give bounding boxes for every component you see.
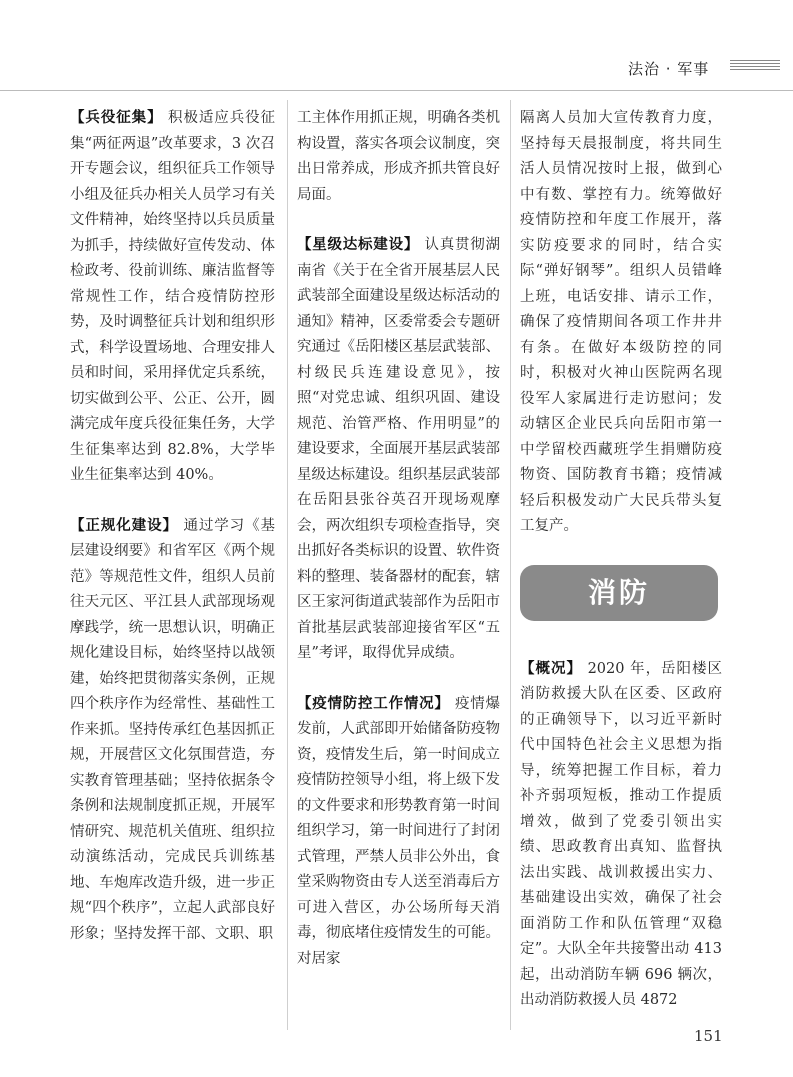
page-number: 151: [694, 1027, 723, 1045]
paragraph-star-rating: [297, 233, 500, 667]
paragraph-label: 【兵役征集】: [70, 110, 163, 126]
column-divider: [510, 100, 511, 1030]
header-divider: [0, 90, 793, 91]
paragraph-label: 【正规化建设】: [70, 517, 178, 534]
text-column-1: [70, 106, 275, 972]
paragraph-label: 【星级达标建设】: [297, 237, 420, 253]
paragraph-continuation: [297, 106, 500, 208]
paragraph-label: 【疫情防控工作情况】: [297, 695, 450, 712]
paragraph-regularization: [70, 514, 275, 948]
paragraph-overview: [520, 657, 722, 1014]
paragraph-conscription: [70, 106, 275, 489]
paragraph-body: 2020 年，岳阳楼区消防救援大队在区委、区政府的正确领导下，以习近平新时代中国特色社会主义思想为指导，统筹把握工作目标，着力补齐弱项短板，推动工作提质增效，做到了党委引领出实绩、思政教育出真知、监督执法出实践、战训救援出实力、基础建设出实效，确保了社会面消防工作和队伍管理“双稳定”。大队全年共接警出动 413 起，出动消防车辆 696 辆次，出动消防救援人员 4872: [520, 660, 723, 1008]
paragraph-body: 积极适应兵役征集“两征两退”改革要求，3 次召开专题会议，组织征兵工作领导小组及征兵办相关人员学习有关文件精神，始终坚持以兵员质量为抓手，持续做好宣传发动、体检政考、役前训练、廉洁监督等常规性工作，结合疫情防控形势，及时调整征兵计划和组织形式，科学设置场地、合理安排人员和时间，采用择优定兵系统，切实做到公平、公正、公开，圆满完成年度兵役征集任务，大学生征集率达到 82.8%，大学毕业生征集率达到 40%。: [70, 110, 276, 483]
paragraph-epidemic-control: [297, 692, 500, 973]
section-header-title: 法治 · 军事: [628, 60, 710, 78]
paragraph-label: 【概况】: [520, 660, 582, 677]
text-column-2: [297, 106, 500, 997]
paragraph-body: 疫情爆发前，人武部即开始储备防疫物资，疫情发生后，第一时间成立疫情防控领导小组，将上级下发的文件要求和形势教育第一时间组织学习，第一时间进行了封闭式管理，严禁人员非公外出，食堂采购物资由专人送至消毒后方可进入营区，办公场所每天消毒，彻底堵住疫情发生的可能。对居家: [297, 695, 501, 967]
paragraph-body: 隔离人员加大宣传教育力度，坚持每天晨报制度，将共同生活人员情况按时上报，做到心中有数、掌控有力。统筹做好疫情防控和年度工作展开，落实防疫要求的同时，结合实际“弹好钢琴”。组织人员错峰上班，电话安排、请示工作，确保了疫情期间各项工作井井有条。在做好本级防控的同时，积极对火神山医院两名现役军人家属进行走访慰问；发动辖区企业民兵向岳阳市第一中学留校西藏班学生捐赠防疫物资、国防教育书籍；疫情减轻后积极发动广大民兵带头复工复产。: [520, 110, 722, 534]
header-decorative-rules: [730, 60, 780, 72]
paragraph-body: 工主体作用抓正规，明确各类机构设置，落实各项会议制度，突出日常养成，形成齐抓共管良好局面。: [297, 110, 500, 203]
paragraph-continuation: [520, 106, 722, 540]
text-column-3: [520, 106, 722, 1039]
section-heading-fire: 消防: [520, 565, 718, 621]
paragraph-body: 通过学习《基层建设纲要》和省军区《两个规范》等规范性文件，组织人员前往天元区、平江县人武部现场观摩践学，统一思想认识，明确正规化建设目标，始终坚持以战领建，始终把贯彻落实条例，正规四个秩序作为经常性、基础性工作来抓。坚持传承红色基因抓正规，开展营区文化氛围营造，夯实教育管理基础；坚持依据条令条例和法规制度抓正规，开展军情研究、规范机关值班、组织拉动演练活动，完成民兵训练基地、车炮库改造升级，进一步正规“四个秩序”，立起人武部良好形象；坚持发挥干部、文职、职: [70, 517, 276, 942]
paragraph-body: 认真贯彻湖南省《关于在全省开展基层人民武装部全面建设星级达标活动的通知》精神，区委常委会专题研究通过《岳阳楼区基层武装部、村级民兵连建设意见》，按照“对党忠诚、组织巩固、建设规范、治管严格、作用明显”的建设要求，全面展开基层武装部星级达标建设。组织基层武装部在岳阳县张谷英召开现场观摩会，两次组织专项检查指导，突出抓好各类标识的设置、软件资料的整理、装备器材的配套，辖区王家河街道武装部作为岳阳市首批基层武装部迎接省军区“五星”考评，取得优异成绩。: [297, 237, 501, 661]
column-divider: [287, 100, 288, 1030]
